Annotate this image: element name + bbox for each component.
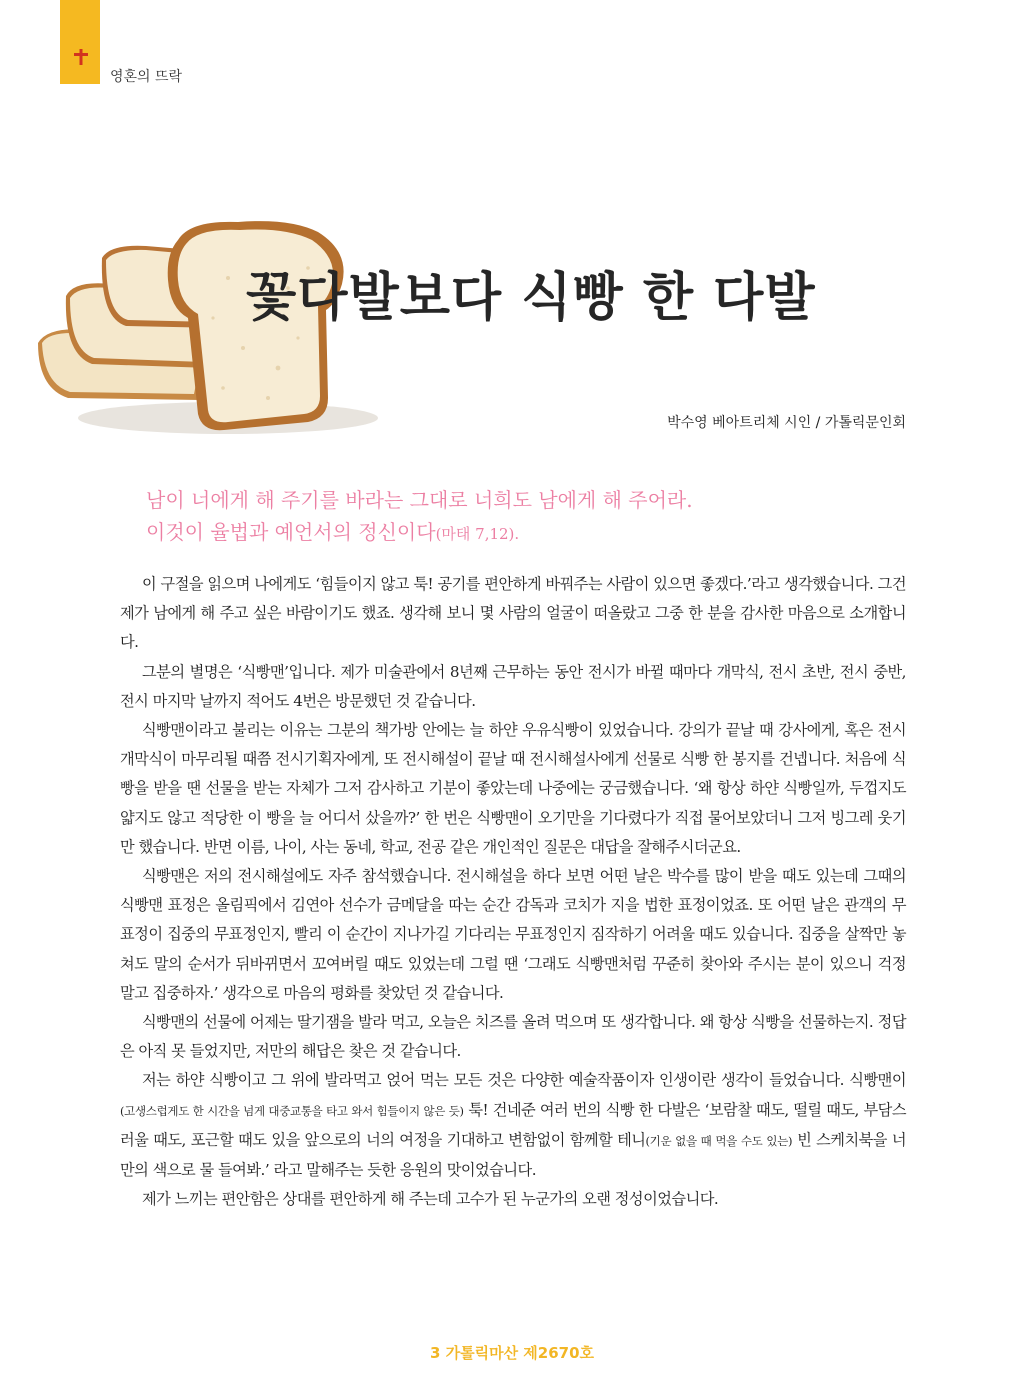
body-paragraph: 그분의 별명은 ‘식빵맨’입니다. 제가 미술관에서 8년째 근무하는 동안 전시가 바뀔 때마다 개막식, 전시 초반, 전시 중반, 전시 마지막 날까지 적어도 4번은 방문했던 것 같습니다. bbox=[120, 662, 906, 710]
quote-line-2: 이것이 율법과 예언서의 정신이다 bbox=[146, 520, 436, 544]
body-paragraph: 제가 느끼는 편안함은 상대를 편안하게 해 주는데 고수가 된 누군가의 오랜 정성이었습니다. bbox=[142, 1190, 719, 1209]
page-footer bbox=[0, 1342, 1024, 1363]
parenthetical-note: (기운 없을 때 먹을 수도 있는) bbox=[645, 1133, 793, 1148]
article-body bbox=[120, 570, 906, 1214]
section-color-tab bbox=[60, 0, 100, 84]
body-text-segment: 빈 스케치북을 너만의 색으로 물 들여봐.’ 라고 말해주는 듯한 응원의 맛이었습니다. bbox=[120, 1130, 906, 1180]
parenthetical-note: (고생스럽게도 한 시간을 넘게 대중교통을 타고 와서 힘들이지 않은 듯) bbox=[120, 1103, 464, 1118]
publication-issue: 가톨릭마산 제2670호 bbox=[445, 1344, 595, 1362]
article-title: 꽃다발보다 식빵 한 다발 bbox=[246, 268, 816, 328]
body-paragraph: 식빵맨은 저의 전시해설에도 자주 참석했습니다. 전시해설을 하다 보면 어떤 날은 박수를 많이 받을 때도 있는데 그때의 식빵맨 표정은 올림픽에서 김연아 선수가 금메달을 따는 순간 감독과 코치가 지을 법한 표정이었죠. 또 어떤 날은 관객의 무표정이 집중의 무표정인지, 빨리 이 순간이 지나가길 기다리는 무표정인지 짐작하기 어려울 때도 있습니다. 집중을 살짝만 놓쳐도 말의 순서가 뒤바뀌면서 꼬여버릴 때도 있었는데 그럴 땐 ‘그래도 식빵맨처럼 꾸준히 찾아와 주시는 분이 있으니 걱정 말고 집중하자.’ 생각으로 마음의 평화를 찾았던 것 같습니다. bbox=[120, 867, 906, 1002]
body-paragraph bbox=[120, 1066, 906, 1185]
body-paragraph: 식빵맨의 선물에 어제는 딸기잼을 발라 먹고, 오늘은 치즈를 올려 먹으며 또 생각합니다. 왜 항상 식빵을 선물하는지. 정답은 아직 못 들었지만, 저만의 해답은 찾은 것 같습니다. bbox=[120, 1013, 906, 1061]
section-label: 영혼의 뜨락 bbox=[110, 69, 183, 85]
body-paragraph: 식빵맨이라고 불리는 이유는 그분의 책가방 안에는 늘 하얀 우유식빵이 있었습니다. 강의가 끝날 때 강사에게, 혹은 전시 개막식이 마무리될 때쯤 전시기획자에게, 또 전시해설이 끝날 때 전시해설사에게 선물로 식빵 한 봉지를 건넵니다. 처음에 식빵을 받을 땐 선물을 받는 자체가 그저 감사하고 기분이 좋았는데 나중에는 궁금했습니다. ‘왜 항상 하얀 식빵일까, 두껍지도 얇지도 않고 적당한 이 빵을 늘 어디서 샀을까?’ 한 번은 식빵맨이 오기만을 기다렸다가 직접 물어보았더니 그저 빙그레 웃기만 했습니다. 반면 이름, 나이, 사는 동네, 학교, 전공 같은 개인적인 질문은 대답을 잘해주시더군요. bbox=[120, 721, 906, 856]
quote-citation: (마태 7,12). bbox=[435, 525, 520, 543]
scripture-quote bbox=[146, 484, 906, 550]
quote-line-1: 남이 너에게 해 주기를 바라는 그대로 너희도 남에게 해 주어라. bbox=[146, 488, 693, 512]
body-text-segment: 툭! 건네준 여러 번의 식빵 한 다발은 ‘보람찰 때도, 떨릴 때도, 부담스러울 때도, 포근할 때도 있을 앞으로의 너의 여정을 기대하고 변함없이 함께할 테니 bbox=[120, 1100, 906, 1149]
body-text-segment: 저는 하얀 식빵이고 그 위에 발라먹고 얹어 먹는 모든 것은 다양한 예술작품이자 인생이란 생각이 들었습니다. 식빵맨이 bbox=[142, 1071, 906, 1090]
page-number: 3 bbox=[429, 1344, 441, 1362]
cross-icon bbox=[72, 48, 90, 66]
article-author: 박수영 베아트리체 시인 / 가톨릭문인회 bbox=[667, 415, 906, 431]
body-paragraph: 이 구절을 읽으며 나에게도 ‘힘들이지 않고 툭! 공기를 편안하게 바꿔주는 사람이 있으면 좋겠다.’라고 생각했습니다. 그건 제가 남에게 해 주고 싶은 바람이기도 했죠. 생각해 보니 몇 사람의 얼굴이 떠올랐고 그중 한 분을 감사한 마음으로 소개합니다. bbox=[120, 575, 906, 652]
